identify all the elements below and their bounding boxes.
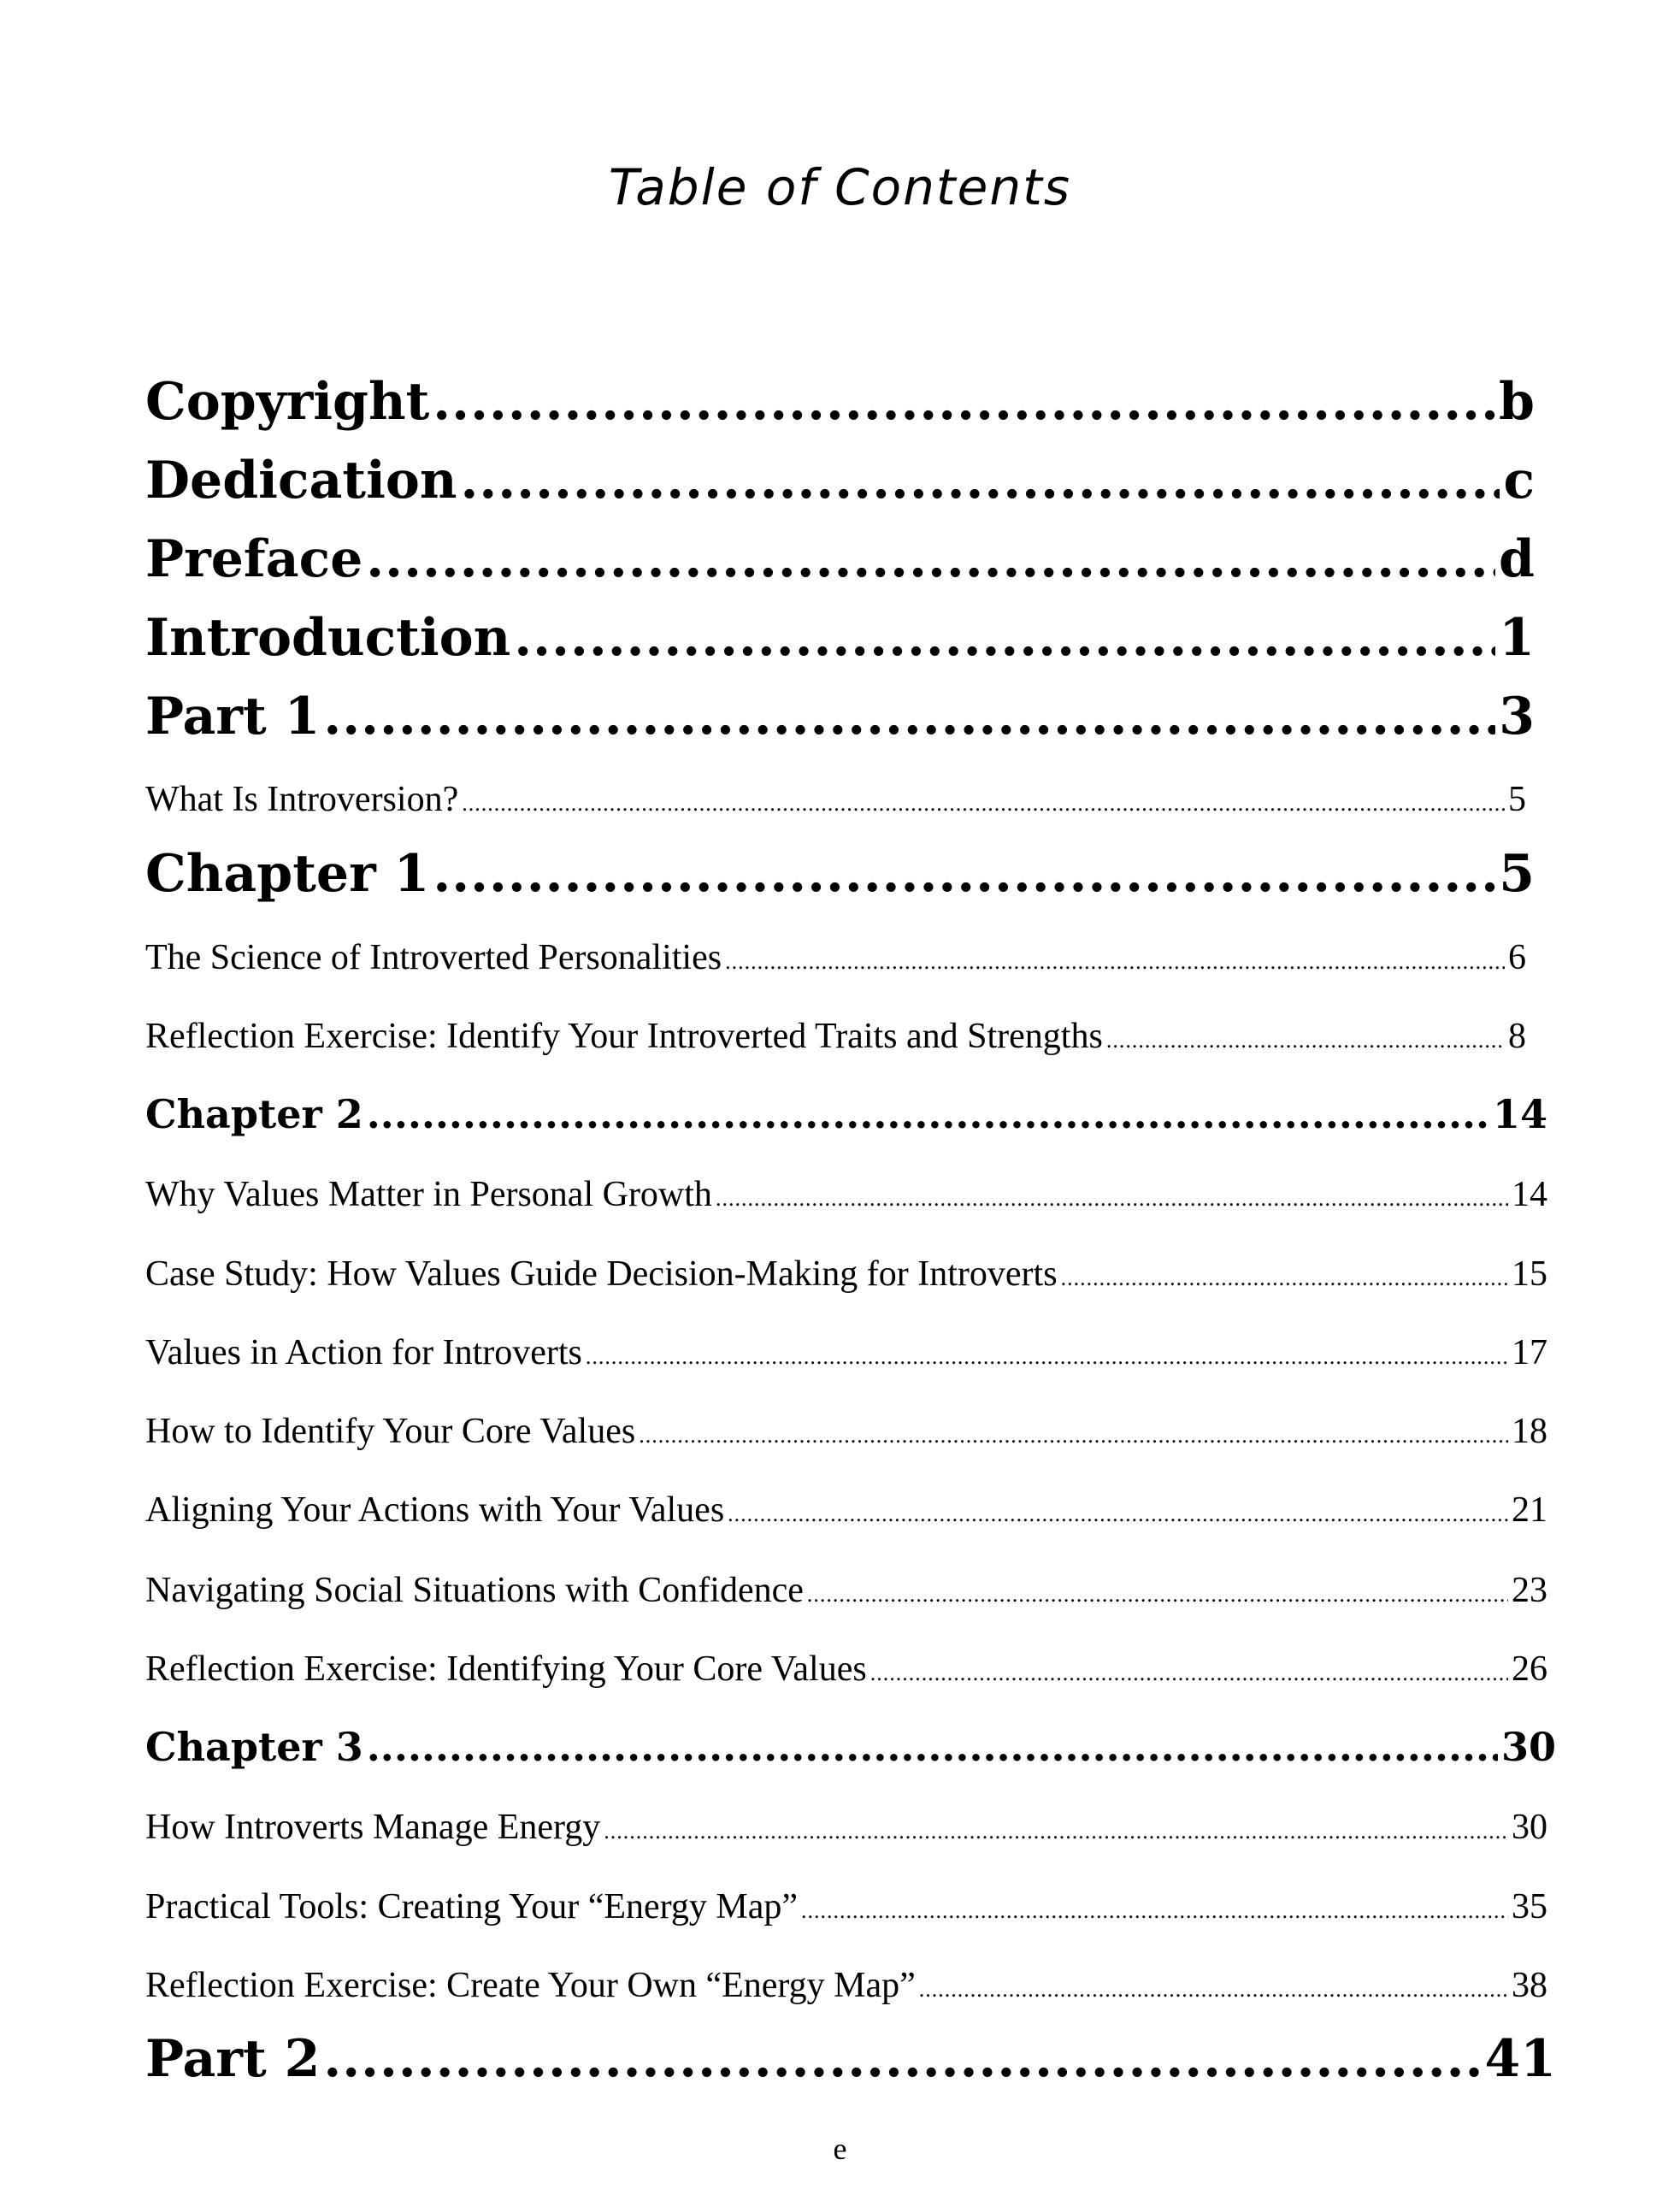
toc-entry-label: Reflection Exercise: Identify Your Introverted Traits and Strengths (145, 1017, 1103, 1056)
toc-entry-page: 8 (1508, 1017, 1526, 1056)
dot-leader (919, 1964, 1508, 2015)
toc-entry[interactable] (145, 1169, 1547, 1220)
toc-entry-page: 38 (1512, 1966, 1547, 2005)
toc-entry-label: Reflection Exercise: Identifying Your Core Values (145, 1649, 867, 1689)
toc-entry-label: Part 1 (145, 687, 321, 746)
toc-entry-page: 30 (1500, 1724, 1556, 1770)
dot-leader (725, 936, 1505, 988)
toc-entry[interactable] (145, 1643, 1547, 1695)
toc-entry-page: d (1499, 529, 1535, 589)
toc-entry-label: How Introverts Manage Energy (145, 1808, 601, 1847)
toc-entry[interactable] (145, 1084, 1547, 1144)
toc-entry-page: 18 (1512, 1412, 1547, 1451)
toc-entry-label: Practical Tools: Creating Your “Energy Map” (145, 1887, 799, 1926)
toc-entry-label: Aligning Your Actions with Your Values (145, 1490, 725, 1530)
toc-entry-label: Part 2 (145, 2029, 321, 2089)
toc-entry-label: Chapter 3 (145, 1724, 363, 1770)
toc-entry-page: 26 (1512, 1649, 1547, 1689)
toc-entry-label: Reflection Exercise: Create Your Own “Energy Map” (145, 1966, 916, 2005)
dot-leader (366, 525, 1495, 593)
toc-entry-label: Navigating Social Situations with Confidence (145, 1571, 804, 1610)
toc-entry[interactable] (145, 1717, 1556, 1777)
toc-entry-label: Chapter 2 (145, 1091, 363, 1137)
toc-entry[interactable] (145, 1406, 1547, 1457)
toc-entry-label: How to Identify Your Core Values (145, 1412, 636, 1451)
dot-leader (367, 1084, 1489, 1144)
toc-entry-label: Dedication (145, 451, 457, 510)
toc-entry-page: 23 (1512, 1571, 1547, 1610)
dot-leader (462, 778, 1505, 829)
dot-leader (586, 1331, 1508, 1383)
toc-entry-page: 14 (1512, 1175, 1547, 1214)
toc-entry-page: b (1499, 372, 1535, 432)
toc-entry[interactable] (145, 525, 1535, 593)
toc-entry-label: The Science of Introverted Personalities (145, 938, 722, 977)
dot-leader (323, 2025, 1481, 2093)
toc-entry-page: 3 (1499, 687, 1535, 746)
toc-entry-label: Values in Action for Introverts (145, 1333, 582, 1372)
toc-entry[interactable] (145, 932, 1526, 983)
toc-entry[interactable] (145, 840, 1535, 908)
toc-entry-page: 17 (1512, 1333, 1547, 1372)
toc-entry[interactable] (145, 368, 1535, 436)
dot-leader (870, 1648, 1508, 1699)
dot-leader (807, 1569, 1508, 1620)
toc-entry-page: 5 (1499, 844, 1535, 904)
dot-leader (801, 1885, 1508, 1937)
toc-entry-page: 6 (1508, 938, 1526, 977)
toc-entry[interactable] (145, 1011, 1526, 1062)
toc-entry-label: What Is Introversion? (145, 780, 459, 819)
dot-leader (604, 1806, 1508, 1857)
toc-entry[interactable] (145, 774, 1526, 825)
toc-entry[interactable] (145, 604, 1535, 672)
dot-leader (639, 1410, 1508, 1461)
toc-entry[interactable] (145, 2025, 1556, 2093)
toc-entry-page: 21 (1512, 1490, 1547, 1530)
dot-leader (728, 1489, 1508, 1540)
toc-entry-page: 41 (1484, 2029, 1556, 2089)
toc-entry-label: Chapter 1 (145, 844, 430, 904)
toc-entry[interactable] (145, 1327, 1547, 1378)
toc-entry-page: c (1503, 451, 1535, 510)
dot-leader (514, 604, 1495, 672)
page-number: e (833, 2132, 847, 2166)
toc-entry[interactable] (145, 1484, 1547, 1536)
toc-entry-page: 35 (1512, 1887, 1547, 1926)
dot-leader (716, 1173, 1508, 1224)
dot-leader (367, 1717, 1498, 1777)
toc-entry-page: 14 (1492, 1091, 1547, 1137)
toc-entry[interactable] (145, 682, 1535, 751)
toc-entry-label: Introduction (145, 608, 511, 668)
toc-entry-page: 1 (1499, 608, 1535, 668)
toc-entry[interactable] (145, 1881, 1547, 1932)
dot-leader (433, 368, 1495, 436)
dot-leader (1106, 1015, 1505, 1066)
toc-entry-label: Why Values Matter in Personal Growth (145, 1175, 712, 1214)
dot-leader (461, 446, 1500, 515)
toc-entry[interactable] (145, 1802, 1547, 1853)
toc-entry[interactable] (145, 1248, 1547, 1300)
toc-entry-label: Copyright (145, 372, 430, 432)
dot-leader (1061, 1253, 1508, 1304)
toc-entry[interactable] (145, 1960, 1547, 2011)
toc-entry-page: 5 (1508, 780, 1526, 819)
dot-leader (433, 840, 1495, 908)
toc-entry-label: Preface (145, 529, 363, 589)
dot-leader (323, 682, 1495, 751)
toc-entry-page: 15 (1512, 1254, 1547, 1294)
page-title: Table of Contents (608, 158, 1072, 216)
toc-entry[interactable] (145, 446, 1535, 515)
toc-entry[interactable] (145, 1565, 1547, 1616)
toc-entry-label: Case Study: How Values Guide Decision-Making for Introverts (145, 1254, 1058, 1294)
toc-entry-page: 30 (1512, 1808, 1547, 1847)
